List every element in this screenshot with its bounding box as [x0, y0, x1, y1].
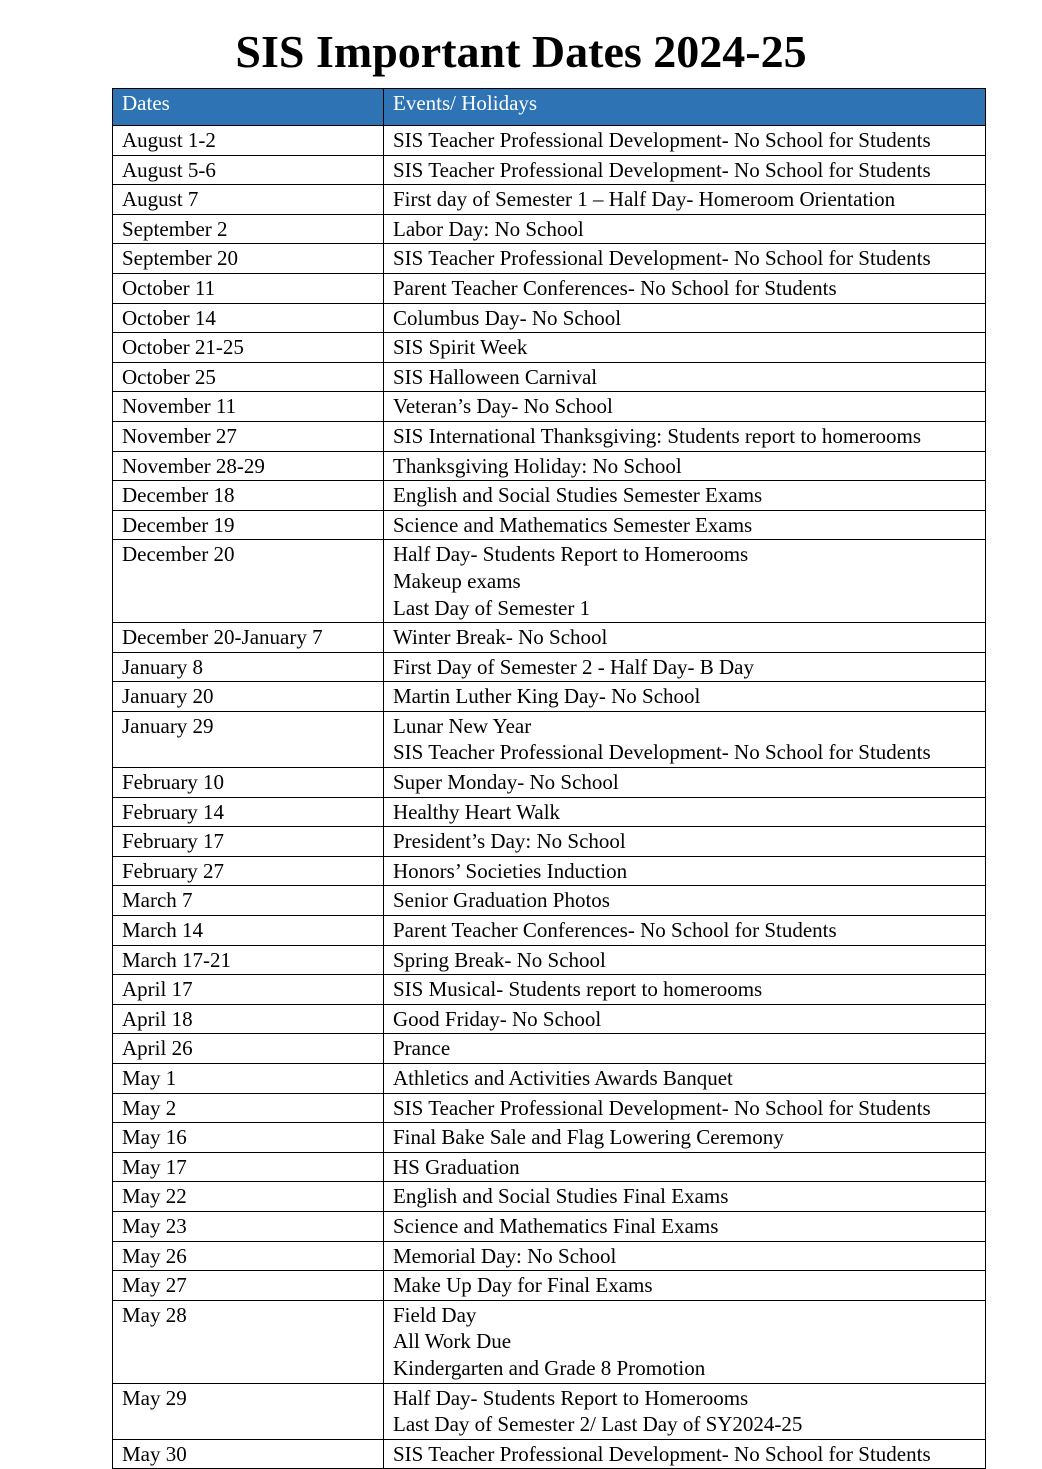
event-text: Good Friday- No School	[393, 1006, 602, 1031]
date-cell: May 28	[113, 1300, 384, 1383]
table-row	[113, 1439, 986, 1469]
table-row	[113, 623, 986, 653]
events-cell	[384, 214, 986, 244]
date-cell: May 22	[113, 1182, 384, 1212]
table-row	[113, 975, 986, 1005]
table-row	[113, 185, 986, 215]
table-row	[113, 273, 986, 303]
event-text: Makeup exams	[393, 568, 521, 593]
date-cell: April 26	[113, 1034, 384, 1064]
event-text: Martin Luther King Day- No School	[393, 684, 701, 709]
events-cell	[384, 827, 986, 857]
events-cell	[384, 1093, 986, 1123]
date-cell: April 18	[113, 1004, 384, 1034]
event-text: Half Day- Students Report to Homerooms	[393, 542, 749, 567]
table-row	[113, 1211, 986, 1241]
event-text: Parent Teacher Conferences- No School for Students	[393, 275, 837, 300]
header-dates: Dates	[113, 89, 384, 126]
events-cell	[384, 916, 986, 946]
table-row	[113, 1182, 986, 1212]
table-row	[113, 652, 986, 682]
date-cell: May 16	[113, 1123, 384, 1153]
events-cell	[384, 1004, 986, 1034]
date-cell: October 11	[113, 273, 384, 303]
header-events: Events/ Holidays	[384, 89, 986, 126]
date-cell: May 1	[113, 1064, 384, 1094]
table-row	[113, 1152, 986, 1182]
event-text: Science and Mathematics Final Exams	[393, 1213, 719, 1238]
events-cell	[384, 1064, 986, 1094]
table-row	[113, 1004, 986, 1034]
event-text: Make Up Day for Final Exams	[393, 1273, 653, 1298]
events-cell	[384, 1123, 986, 1153]
events-cell	[384, 540, 986, 623]
event-text: SIS Teacher Professional Development- No School for Students	[393, 740, 931, 765]
table-row	[113, 886, 986, 916]
events-cell	[384, 975, 986, 1005]
event-text: Last Day of Semester 2/ Last Day of SY2024-25	[393, 1412, 803, 1437]
event-text: Labor Day: No School	[393, 216, 584, 241]
events-cell	[384, 273, 986, 303]
table-row	[113, 510, 986, 540]
table-row	[113, 711, 986, 767]
table-row	[113, 797, 986, 827]
table-row	[113, 244, 986, 274]
event-text: SIS Teacher Professional Development- No School for Students	[393, 246, 931, 271]
table-header-row	[113, 89, 986, 126]
event-text: Memorial Day: No School	[393, 1243, 617, 1268]
events-cell	[384, 1182, 986, 1212]
date-cell: August 7	[113, 185, 384, 215]
table-row	[113, 126, 986, 156]
table-row	[113, 1300, 986, 1383]
date-cell: March 7	[113, 886, 384, 916]
table-row	[113, 214, 986, 244]
table-row	[113, 1383, 986, 1439]
date-cell: February 27	[113, 856, 384, 886]
table-row	[113, 1064, 986, 1094]
event-text: Winter Break- No School	[393, 625, 608, 650]
table-row	[113, 1241, 986, 1271]
date-cell: December 19	[113, 510, 384, 540]
date-cell: January 8	[113, 652, 384, 682]
date-cell: December 20-January 7	[113, 623, 384, 653]
date-cell: September 2	[113, 214, 384, 244]
date-cell: August 1-2	[113, 126, 384, 156]
event-text: First Day of Semester 2 - Half Day- B Day	[393, 654, 754, 679]
event-text: SIS Teacher Professional Development- No School for Students	[393, 128, 931, 152]
date-cell: November 27	[113, 421, 384, 451]
important-dates-table	[112, 88, 986, 1469]
event-text: All Work Due	[393, 1329, 512, 1354]
table-row	[113, 1034, 986, 1064]
table-row	[113, 451, 986, 481]
table-row	[113, 768, 986, 798]
events-cell	[384, 303, 986, 333]
date-cell: April 17	[113, 975, 384, 1005]
event-text: SIS Teacher Professional Development- No School for Students	[393, 1441, 931, 1466]
date-cell: November 28-29	[113, 451, 384, 481]
date-cell: May 17	[113, 1152, 384, 1182]
date-cell: February 10	[113, 768, 384, 798]
event-text: Half Day- Students Report to Homerooms	[393, 1385, 749, 1410]
date-cell: January 29	[113, 711, 384, 767]
page-title: SIS Important Dates 2024-25	[235, 26, 807, 77]
table-row	[113, 155, 986, 185]
events-cell	[384, 682, 986, 712]
events-cell	[384, 1383, 986, 1439]
table-row	[113, 362, 986, 392]
table-row	[113, 303, 986, 333]
date-cell: October 14	[113, 303, 384, 333]
events-cell	[384, 510, 986, 540]
events-cell	[384, 421, 986, 451]
events-cell	[384, 1271, 986, 1301]
table-row	[113, 333, 986, 363]
events-cell	[384, 623, 986, 653]
table-row	[113, 1093, 986, 1123]
table-row	[113, 682, 986, 712]
table-row	[113, 916, 986, 946]
date-cell: May 26	[113, 1241, 384, 1271]
event-text: Science and Mathematics Semester Exams	[393, 512, 753, 537]
event-text: Healthy Heart Walk	[393, 799, 561, 824]
date-cell: May 27	[113, 1271, 384, 1301]
events-cell	[384, 1300, 986, 1383]
event-text: Athletics and Activities Awards Banquet	[393, 1066, 733, 1090]
events-cell	[384, 155, 986, 185]
date-cell: December 20	[113, 540, 384, 623]
events-cell	[384, 451, 986, 481]
event-text: Parent Teacher Conferences- No School for Students	[393, 918, 837, 943]
date-cell: February 14	[113, 797, 384, 827]
date-cell: May 29	[113, 1383, 384, 1439]
date-cell: September 20	[113, 244, 384, 274]
events-cell	[384, 481, 986, 511]
events-cell	[384, 1211, 986, 1241]
event-text: SIS Musical- Students report to homerooms	[393, 977, 763, 1002]
event-text: Super Monday- No School	[393, 770, 619, 795]
event-text: Last Day of Semester 1	[393, 595, 591, 620]
event-text: SIS Teacher Professional Development- No School for Students	[393, 157, 931, 182]
event-text: SIS International Thanksgiving: Students report to homerooms	[393, 423, 922, 448]
table-row	[113, 856, 986, 886]
date-cell: August 5-6	[113, 155, 384, 185]
event-text: English and Social Studies Final Exams	[393, 1184, 729, 1209]
event-text: Spring Break- No School	[393, 947, 606, 972]
event-text: Senior Graduation Photos	[393, 888, 610, 913]
event-text: SIS Spirit Week	[393, 335, 528, 360]
date-cell: December 18	[113, 481, 384, 511]
event-text: Prance	[393, 1036, 451, 1061]
events-cell	[384, 1152, 986, 1182]
date-cell: January 20	[113, 682, 384, 712]
event-text: English and Social Studies Semester Exams	[393, 483, 763, 508]
events-cell	[384, 126, 986, 156]
events-cell	[384, 1241, 986, 1271]
event-text: President’s Day: No School	[393, 829, 626, 854]
table-row	[113, 421, 986, 451]
events-cell	[384, 768, 986, 798]
date-cell: February 17	[113, 827, 384, 857]
date-cell: May 2	[113, 1093, 384, 1123]
events-cell	[384, 1034, 986, 1064]
events-cell	[384, 1439, 986, 1469]
table-row	[113, 945, 986, 975]
event-text: SIS Halloween Carnival	[393, 364, 598, 389]
event-text: Columbus Day- No School	[393, 305, 622, 330]
event-text: Honors’ Societies Induction	[393, 858, 628, 883]
event-text: Kindergarten and Grade 8 Promotion	[393, 1355, 706, 1380]
date-cell: May 30	[113, 1439, 384, 1469]
events-cell	[384, 711, 986, 767]
date-cell: March 14	[113, 916, 384, 946]
events-cell	[384, 886, 986, 916]
event-text: First day of Semester 1 – Half Day- Homeroom Orientation	[393, 187, 896, 212]
events-cell	[384, 856, 986, 886]
table-row	[113, 1271, 986, 1301]
date-cell: October 25	[113, 362, 384, 392]
event-text: HS Graduation	[393, 1154, 520, 1179]
table-row	[113, 392, 986, 422]
date-cell: October 21-25	[113, 333, 384, 363]
event-text: Veteran’s Day- No School	[393, 394, 613, 419]
events-cell	[384, 333, 986, 363]
table-row	[113, 1123, 986, 1153]
date-cell: March 17-21	[113, 945, 384, 975]
date-cell: November 11	[113, 392, 384, 422]
date-cell: May 23	[113, 1211, 384, 1241]
table-row	[113, 827, 986, 857]
events-cell	[384, 945, 986, 975]
table-row	[113, 481, 986, 511]
event-text: Final Bake Sale and Flag Lowering Ceremony	[393, 1125, 784, 1150]
event-text: SIS Teacher Professional Development- No School for Students	[393, 1095, 931, 1120]
events-cell	[384, 362, 986, 392]
events-cell	[384, 185, 986, 215]
event-text: Field Day	[393, 1302, 477, 1327]
table-row	[113, 540, 986, 623]
events-cell	[384, 797, 986, 827]
events-cell	[384, 652, 986, 682]
event-text: Thanksgiving Holiday: No School	[393, 453, 682, 478]
event-text: Lunar New Year	[393, 713, 532, 738]
events-cell	[384, 392, 986, 422]
events-cell	[384, 244, 986, 274]
